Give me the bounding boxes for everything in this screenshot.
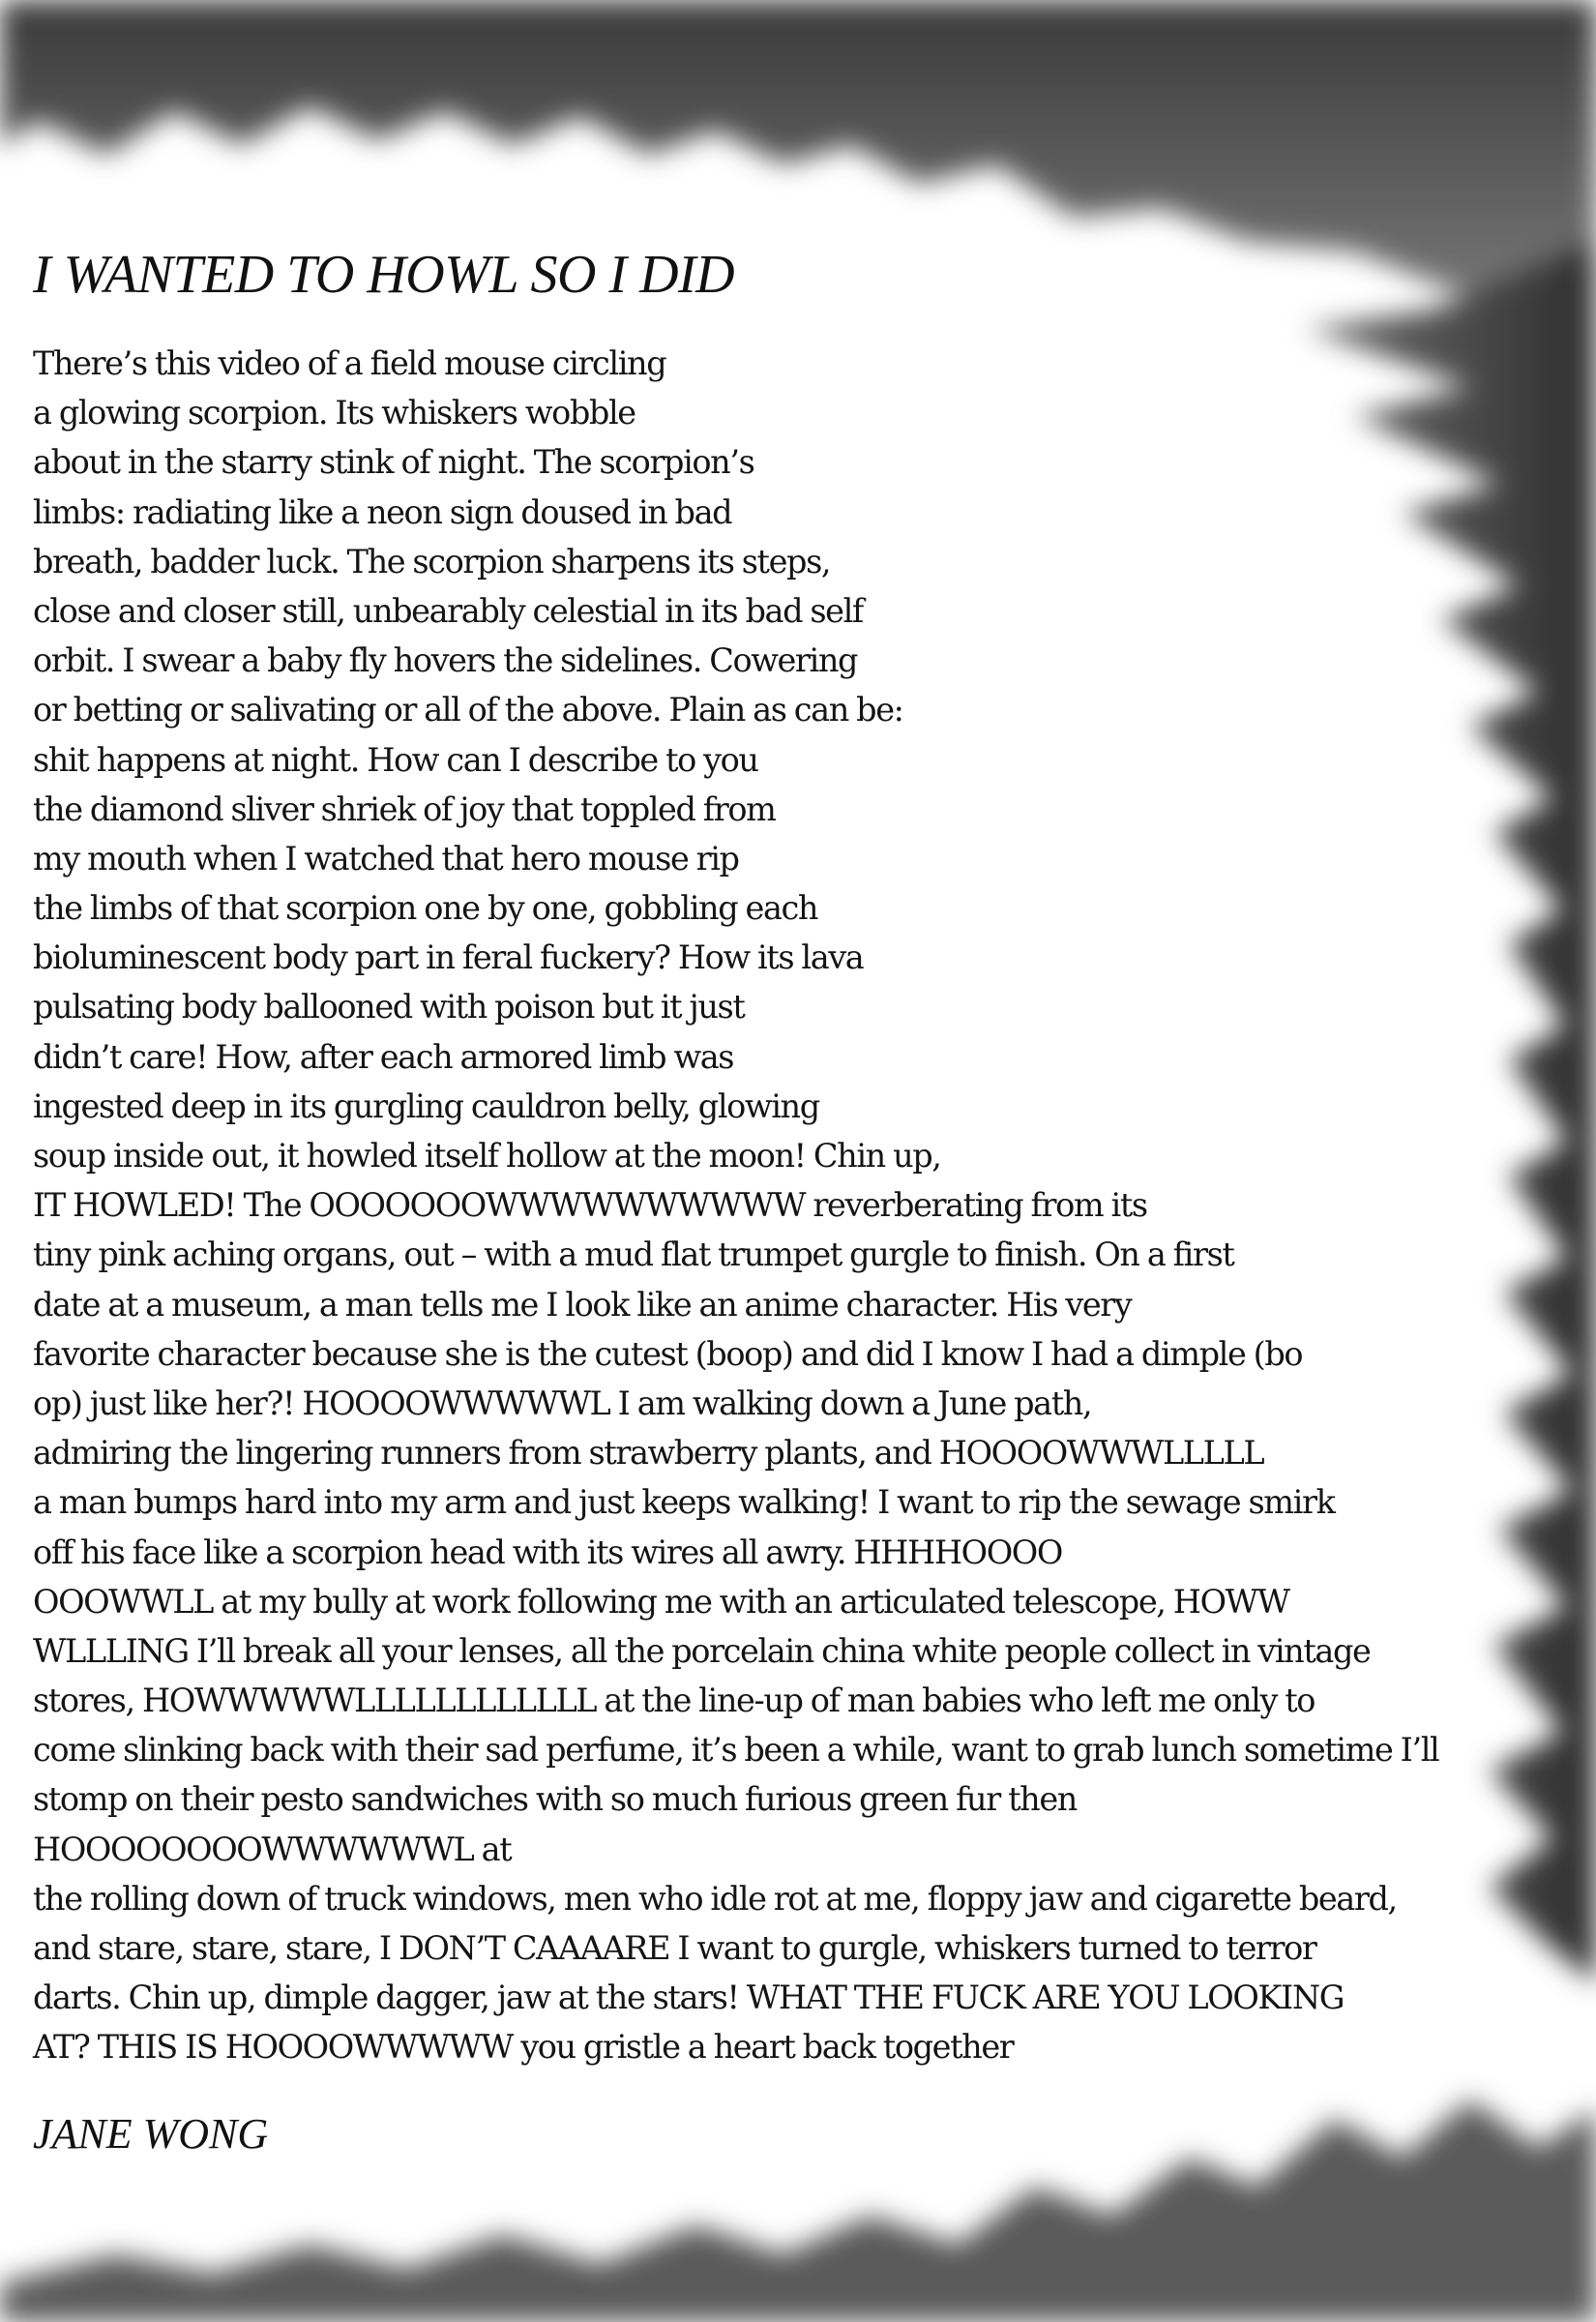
poem-line: op) just like her?! HOOOOWWWWWL I am walking down a June path, xyxy=(33,1384,1092,1422)
poem-line: bioluminescent body part in feral fuckery? How its lava xyxy=(33,938,864,977)
poem-line: the limbs of that scorpion one by one, gobbling each xyxy=(33,889,818,928)
poem-author: JANE WONG xyxy=(33,2110,269,2158)
poem-line: IT HOWLED! The OOOOOOOWWWWWWWWWW reverberating from its xyxy=(33,1186,1147,1225)
poem-line: admiring the lingering runners from strawberry plants, and HOOOOWWWLLLLL xyxy=(33,1434,1264,1473)
poem-line: stomp on their pesto sandwiches with so much furious green fur then xyxy=(33,1780,1077,1819)
poem-line: stores, HOWWWWWLLLLLLLLLLLL at the line-up of man babies who left me only to xyxy=(33,1682,1315,1720)
poem-line: favorite character because she is the cutest (boop) and did I know I had a dimple (bo xyxy=(33,1334,1303,1373)
poem-line: a man bumps hard into my arm and just keeps walking! I want to rip the sewage smirk xyxy=(33,1483,1335,1522)
poem-line: ingested deep in its gurgling cauldron belly, glowing xyxy=(33,1087,819,1125)
poem-line: my mouth when I watched that hero mouse rip xyxy=(33,839,739,878)
poem-line: or betting or salivating or all of the above. Plain as can be: xyxy=(33,691,903,729)
poem-line: limbs: radiating like a neon sign doused in bad xyxy=(33,492,732,531)
poem-line: AT? THIS IS HOOOOWWWWW you gristle a heart back together xyxy=(33,2028,1014,2067)
poem-line: close and closer still, unbearably celestial in its bad self xyxy=(33,591,863,630)
poem-line: come slinking back with their sad perfume, it’s been a while, want to grab lunch sometime I’ll xyxy=(33,1731,1439,1770)
poem-line: and stare, stare, stare, I DON’T CAAAARE I want to gurgle, whiskers turned to terror xyxy=(33,1929,1316,1967)
poem-line: HOOOOOOOOWWWWWWL at xyxy=(33,1830,512,1868)
poem-line: the diamond sliver shriek of joy that toppled from xyxy=(33,789,776,828)
poem-line: a glowing scorpion. Its whiskers wobble xyxy=(33,394,635,432)
poem-line: didn’t care! How, after each armored limb was xyxy=(33,1037,734,1076)
poem-line: orbit. I swear a baby fly hovers the sidelines. Cowering xyxy=(33,641,858,680)
poem-line: date at a museum, a man tells me I look like an anime character. His very xyxy=(33,1285,1132,1324)
poem-line: soup inside out, it howled itself hollow at the moon! Chin up, xyxy=(33,1137,941,1175)
poem-line: WLLLING I’ll break all your lenses, all the porcelain china white people collect in vintage xyxy=(33,1631,1371,1670)
poem-line: shit happens at night. How can I describe to you xyxy=(33,740,758,779)
poem-line: the rolling down of truck windows, men who idle rot at me, floppy jaw and cigarette beard, xyxy=(33,1879,1397,1918)
poem-line: There’s this video of a field mouse circling xyxy=(33,344,666,382)
poem-body xyxy=(33,339,1438,2072)
poem-line: breath, badder luck. The scorpion sharpens its steps, xyxy=(33,542,831,580)
poem-line: darts. Chin up, dimple dagger, jaw at the stars! WHAT THE FUCK ARE YOU LOOKING xyxy=(33,1979,1345,2017)
poem-line: pulsating body ballooned with poison but it just xyxy=(33,988,745,1027)
poem-line: OOOWWLL at my bully at work following me with an articulated telescope, HOWW xyxy=(33,1582,1289,1621)
poem-line: off his face like a scorpion head with its wires all awry. HHHHOOOO xyxy=(33,1533,1062,1571)
poem-title: I WANTED TO HOWL SO I DID xyxy=(33,245,735,305)
poem-line: about in the starry stink of night. The scorpion’s xyxy=(33,443,754,482)
poem-line: tiny pink aching organs, out – with a mud flat trumpet gurgle to finish. On a first xyxy=(33,1235,1234,1274)
